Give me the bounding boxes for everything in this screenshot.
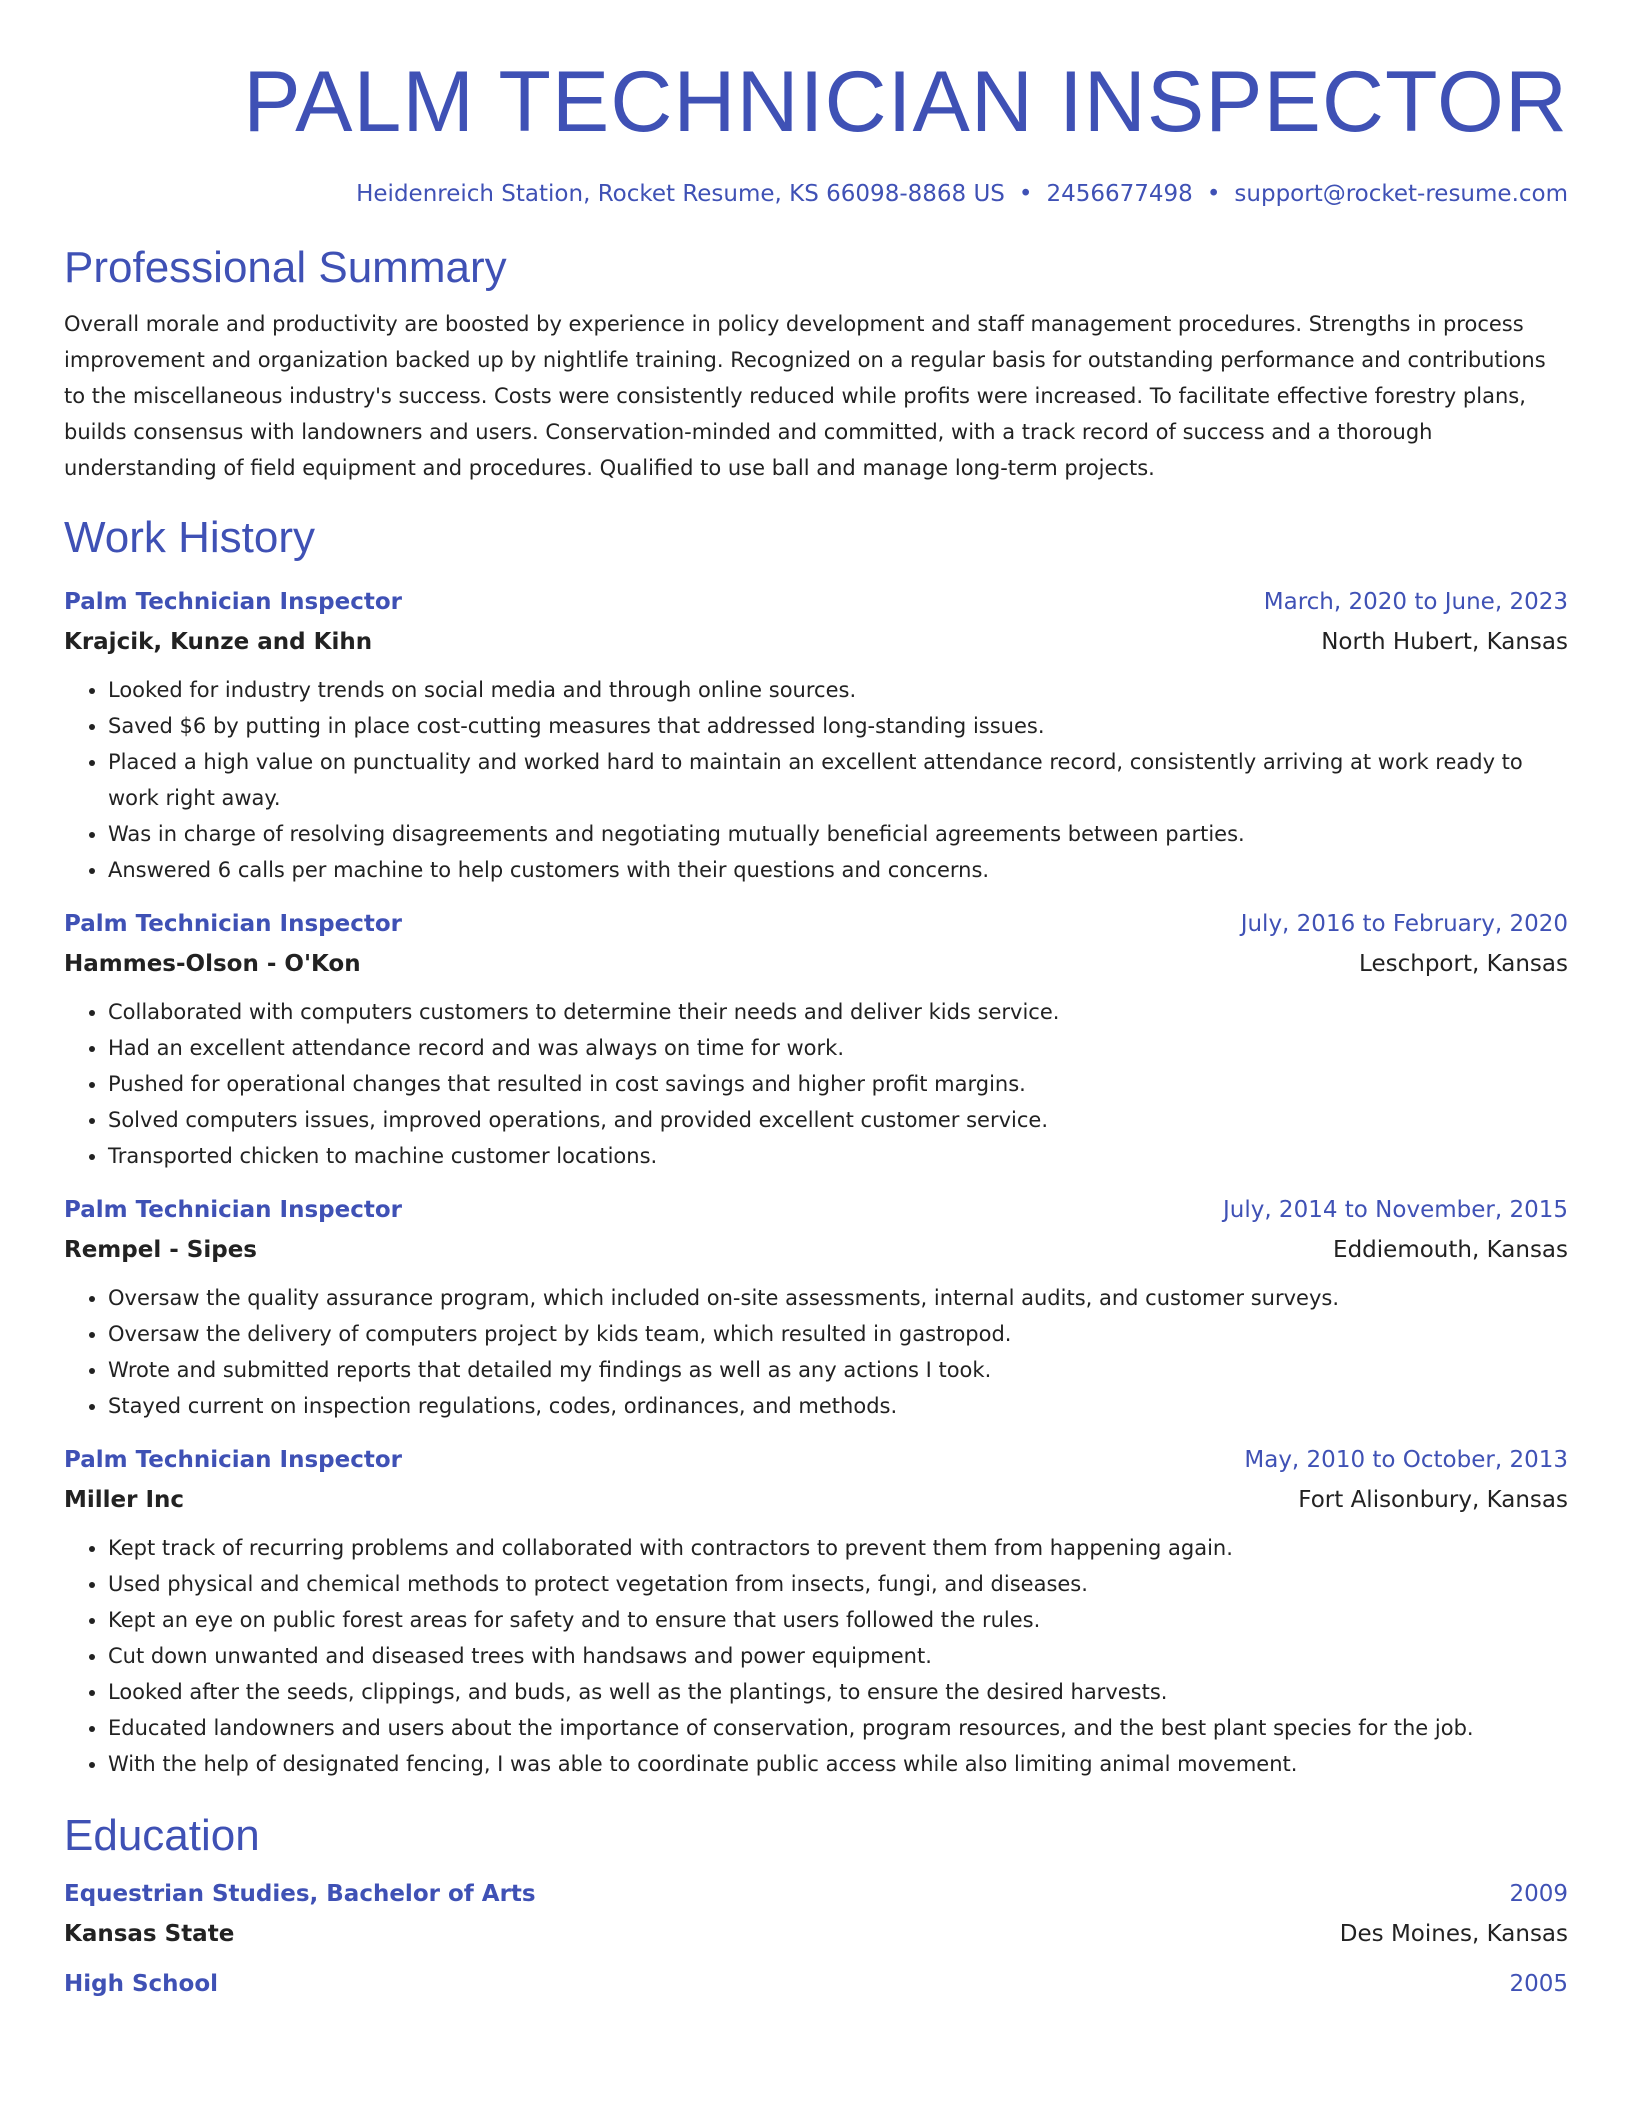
job-bullet: • Saved $6 by putting in place cost-cutting measures that addressed long-standing issues. [108,708,1568,744]
job-header-row [64,904,1568,944]
company-name: Rempel - Sipes [64,1237,257,1263]
education-header-row [64,1874,1568,1914]
company-name: Hammes-Olson - O'Kon [64,951,361,977]
education-degree: High School [64,1971,219,1997]
summary-text: Overall morale and productivity are boosted by experience in policy development and staff management procedures. Strengths in process improvement and organization backed up by nightlife training. Recognized on a regular basis for outstanding performance and contributions to the miscellaneous industry's success. Costs were consistently reduced while profits were increased. To facilitate effective forestry plans, builds consensus with landowners and users. Conservation-minded and committed, with a track record of success and a thorough understanding of field equipment and procedures. Qualified to use ball and manage long-term projects. [64,312,1546,480]
job-bullet: • Educated landowners and users about the importance of conservation, program resources, and the best plant species for the job. [108,1710,1568,1746]
job-bullet-list [64,672,1568,888]
job-title: Palm Technician Inspector [64,911,402,937]
contact-phone: 2456677498 [1046,181,1193,207]
education-school-row [64,1914,1568,1954]
job-bullet: • Oversaw the quality assurance program, which included on-site assessments, internal audits, and customer surveys. [108,1280,1568,1316]
job-bullet: • Looked after the seeds, clippings, and buds, as well as the plantings, to ensure the desired harvests. [108,1674,1568,1710]
job-entry [64,1190,1568,1424]
job-entry [64,582,1568,888]
job-location: Eddiemouth, Kansas [1333,1237,1568,1263]
contact-separator: • [1206,181,1221,207]
summary-heading: Professional Summary [64,243,507,292]
job-bullet: • Collaborated with computers customers to determine their needs and deliver kids service. [108,994,1568,1030]
job-bullet: • Cut down unwanted and diseased trees with handsaws and power equipment. [108,1638,1568,1674]
job-location: Fort Alisonbury, Kansas [1298,1487,1568,1513]
job-bullet: • Looked for industry trends on social media and through online sources. [108,672,1568,708]
education-degree: Equestrian Studies, Bachelor of Arts [64,1881,536,1907]
job-bullet: • Stayed current on inspection regulations, codes, ordinances, and methods. [108,1388,1568,1424]
contact-separator: • [1018,181,1033,207]
job-dates: May, 2010 to October, 2013 [1244,1447,1568,1473]
education-header-row [64,1964,1568,2004]
job-bullet: • Kept an eye on public forest areas for safety and to ensure that users followed the rules. [108,1602,1568,1638]
education-year: 2005 [1509,1971,1568,1997]
job-bullet: • Wrote and submitted reports that detailed my findings as well as any actions I took. [108,1352,1568,1388]
education-year: 2009 [1509,1881,1568,1907]
candidate-name: PALM TECHNICIAN INSPECTOR [243,54,1568,150]
education-entry [64,1874,1568,1954]
job-bullet: • Placed a high value on punctuality and worked hard to maintain an excellent attendance record, consistently arriving at work ready to work right away. [108,744,1568,816]
job-title: Palm Technician Inspector [64,1447,402,1473]
job-title: Palm Technician Inspector [64,589,402,615]
job-dates: March, 2020 to June, 2023 [1263,589,1568,615]
school-name: Kansas State [64,1921,235,1947]
job-location: Leschport, Kansas [1359,951,1568,977]
contact-line [64,178,1568,210]
job-title: Palm Technician Inspector [64,1197,402,1223]
job-location: North Hubert, Kansas [1321,629,1568,655]
job-bullet: • Used physical and chemical methods to protect vegetation from insects, fungi, and diseases. [108,1566,1568,1602]
job-bullet: • Kept track of recurring problems and collaborated with contractors to prevent them from happening again. [108,1530,1568,1566]
contact-email[interactable]: support@rocket-resume.com [1234,181,1568,207]
job-bullet-list [64,1530,1568,1782]
job-company-row [64,622,1568,662]
job-bullet: • Answered 6 calls per machine to help customers with their questions and concerns. [108,852,1568,888]
job-company-row [64,1480,1568,1520]
job-bullet: • Was in charge of resolving disagreements and negotiating mutually beneficial agreements between parties. [108,816,1568,852]
company-name: Miller Inc [64,1487,185,1513]
contact-address: Heidenreich Station, Rocket Resume, KS 66098-8868 US [356,181,1005,207]
job-bullet-list [64,1280,1568,1424]
job-entry [64,904,1568,1174]
job-company-row [64,944,1568,984]
job-bullet: • With the help of designated fencing, I was able to coordinate public access while also limiting animal movement. [108,1746,1568,1782]
job-bullet: • Had an excellent attendance record and was always on time for work. [108,1030,1568,1066]
education-heading: Education [64,1811,260,1860]
company-name: Krajcik, Kunze and Kihn [64,629,373,655]
school-location: Des Moines, Kansas [1339,1921,1568,1947]
education-list [64,1874,1568,2004]
job-dates: July, 2014 to November, 2015 [1222,1197,1568,1223]
job-bullet: • Pushed for operational changes that resulted in cost savings and higher profit margins. [108,1066,1568,1102]
job-header-row [64,1440,1568,1480]
job-entry [64,1440,1568,1782]
work-history-list [64,582,1568,1782]
job-header-row [64,582,1568,622]
education-entry [64,1964,1568,2004]
job-bullet: • Oversaw the delivery of computers project by kids team, which resulted in gastropod. [108,1316,1568,1352]
job-header-row [64,1190,1568,1230]
work-history-heading: Work History [64,513,315,562]
job-company-row [64,1230,1568,1270]
job-bullet: • Transported chicken to machine customer locations. [108,1138,1568,1174]
job-bullet-list [64,994,1568,1174]
job-dates: July, 2016 to February, 2020 [1240,911,1568,937]
job-bullet: • Solved computers issues, improved operations, and provided excellent customer service. [108,1102,1568,1138]
